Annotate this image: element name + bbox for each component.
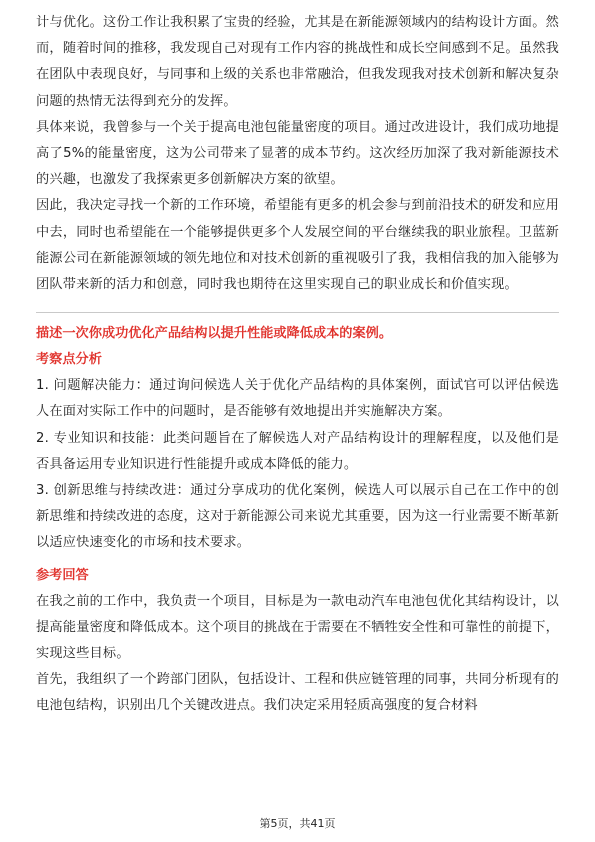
intro-paragraph-3: 因此，我决定寻找一个新的工作环境，希望能有更多的机会参与到前沿技术的研发和应用中去，同时也希望能在一个能够提供更多个人发展空间的平台继续我的职业旅程。卫蓝新能源公司在新能源领域的领先地位和对技术创新的重视吸引了我，我相信我的加入能够为团队带来新的活力和创意，同时我也期待在这里实现自己的职业成长和价值实现。 [36,198,559,293]
analysis-point-2: 2. 专业知识和技能：此类问题旨在了解候选人对产品结构设计的理解程度，以及他们是否具备运用专业知识进行性能提升或成本降低的能力。 [36,430,559,472]
answer-paragraph-1: 在我之前的工作中，我负责一个项目，目标是为一款电动汽车电池包优化其结构设计，以提高能量密度和降低成本。这个项目的挑战在于需要在不牺牲安全性和可靠性的前提下，实现这些目标。 [36,593,559,662]
document-page [36,10,559,720]
analysis-heading: 考察点分析 [36,352,102,368]
answer-heading: 参考回答 [36,567,89,583]
intro-paragraph-2: 具体来说，我曾参与一个关于提高电池包能量密度的项目。通过改进设计，我们成功地提高了5%的能量密度，这为公司带来了显著的成本节约。这次经历加深了我对新能源技术的兴趣，也激发了我探索更多创新解决方案的欲望。 [36,119,559,188]
analysis-point-3: 3. 创新思维与持续改进：通过分享成功的优化案例，候选人可以展示自己在工作中的创新思维和持续改进的态度，这对于新能源公司来说尤其重要，因为这一行业需要不断革新以适应快速变化的市场和技术要求。 [36,483,559,551]
answer-paragraph-2: 首先，我组织了一个跨部门团队，包括设计、工程和供应链管理的同事，共同分析现有的电池包结构，识别出几个关键改进点。我们决定采用轻质高强度的复合材料 [36,672,559,714]
intro-paragraph-1: 计与优化。这份工作让我积累了宝贵的经验，尤其是在新能源领域内的结构设计方面。然而，随着时间的推移，我发现自己对现有工作内容的挑战性和成长空间感到不足。虽然我在团队中表现良好，与同事和上级的关系也非常融洽，但我发现我对技术创新和解决复杂问题的热情无法得到充分的发挥。 [36,15,559,109]
page-footer: 第5页，共41页 [259,817,336,830]
analysis-point-1: 1. 问题解决能力：通过询问候选人关于优化产品结构的具体案例，面试官可以评估候选人在面对实际工作中的问题时，是否能够有效地提出并实施解决方案。 [36,378,559,420]
section-divider [36,312,559,313]
interview-question: 描述一次你成功优化产品结构以提升性能或降低成本的案例。 [36,326,393,342]
